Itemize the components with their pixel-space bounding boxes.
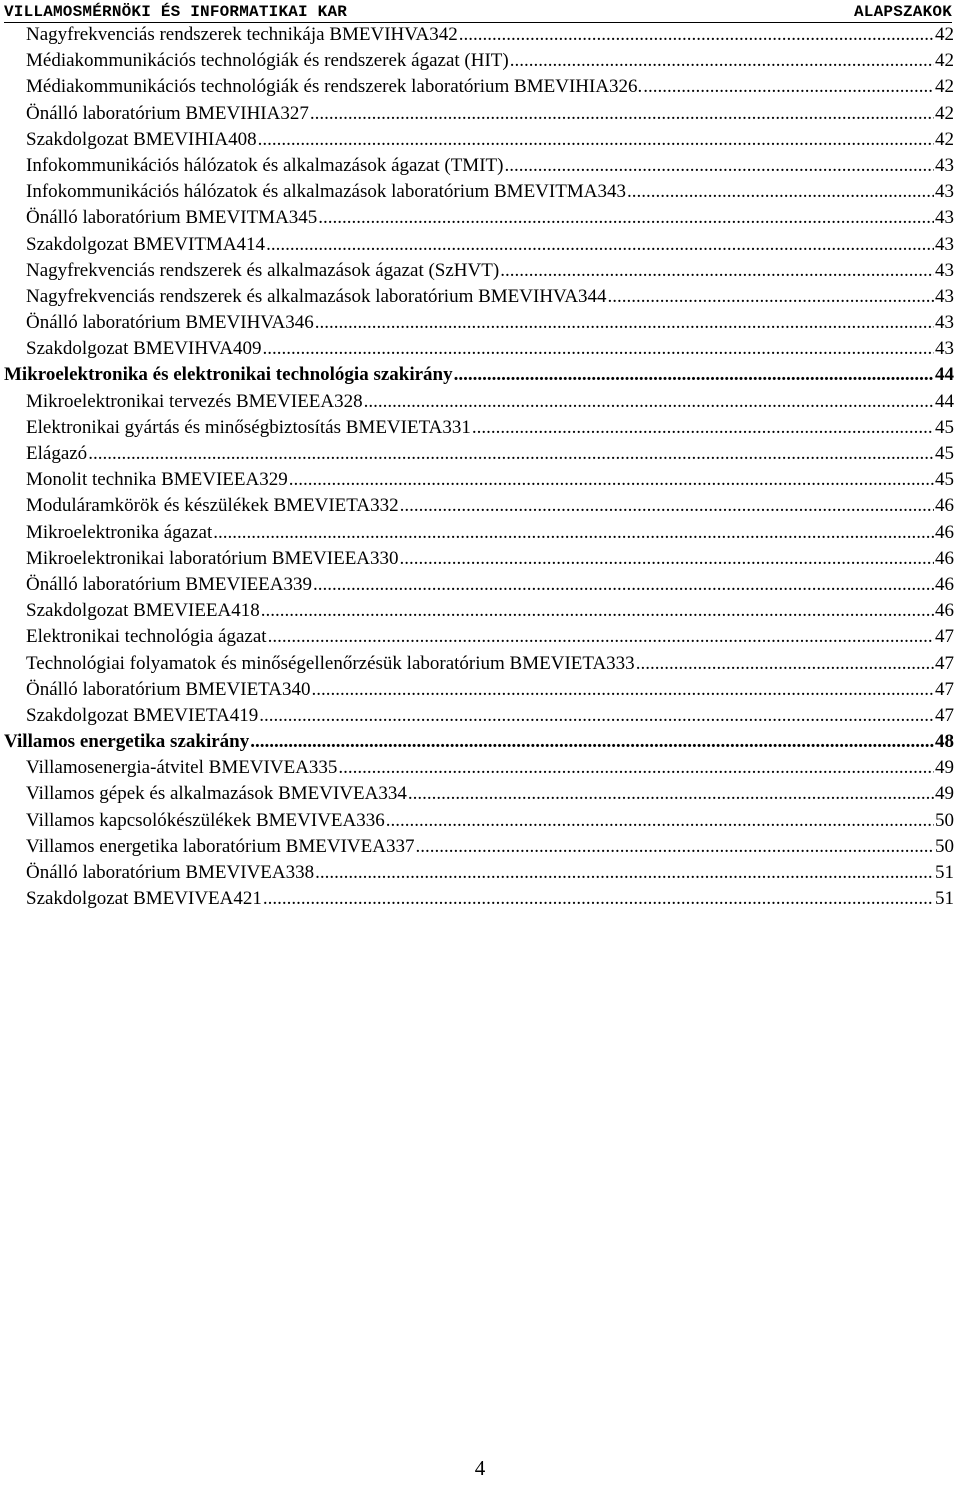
toc-entry[interactable] [0,677,958,703]
toc-entry[interactable] [0,651,958,677]
toc-entry-page: 51 [935,888,954,910]
toc-entry-page: 48 [935,731,954,753]
toc-entry[interactable] [0,22,958,48]
toc-dot-leader [636,651,934,677]
toc-dot-leader [213,520,934,546]
toc-entry-page: 44 [935,364,954,386]
toc-entry[interactable] [0,310,958,336]
toc-entry[interactable] [0,755,958,781]
toc-entry-title: Mikroelektronikai tervezés BMEVIEEA328 [26,390,363,412]
toc-entry[interactable] [0,101,958,127]
toc-entry[interactable] [0,886,958,912]
toc-entry-page: 51 [935,862,954,883]
toc-entry-page: 50 [935,809,954,831]
toc-entry[interactable] [0,467,958,493]
toc-dot-leader [315,310,934,336]
toc-entry-page: 42 [935,50,954,72]
toc-entry-title: Elektronikai technológia ágazat [26,626,267,648]
toc-dot-leader [472,415,934,441]
table-of-contents [0,22,958,912]
toc-entry-page: 49 [935,783,954,805]
toc-dot-leader [318,205,934,231]
toc-dot-leader [338,755,934,781]
toc-entry[interactable] [0,153,958,179]
header-section: ALAPSZAKOK [853,3,952,21]
toc-entry-page: 42 [935,76,954,98]
toc-entry-title: Médiakommunikációs technológiák és rendszerek ágazat (HIT) [26,50,509,72]
toc-entry[interactable] [0,441,958,467]
toc-entry[interactable] [0,232,958,258]
header-faculty: VILLAMOSMÉRNÖKI ÉS INFORMATIKAI KAR [4,3,348,21]
toc-entry-title: Villamos kapcsolókészülékek BMEVIVEA336 [26,809,385,831]
toc-entry[interactable] [0,205,958,231]
toc-entry-title: Elágazó [26,443,88,464]
toc-section-heading[interactable] [0,729,958,755]
toc-dot-leader [313,572,934,598]
toc-entry[interactable] [0,860,958,886]
toc-entry-title: Mikroelektronikai laboratórium BMEVIEEA330 [26,547,399,569]
toc-entry-page: 42 [935,24,954,45]
toc-entry-title: Nagyfrekvenciás rendszerek technikája BMEVIHVA342 [26,24,458,45]
toc-entry[interactable] [0,48,958,74]
toc-entry[interactable] [0,834,958,860]
toc-dot-leader [263,886,934,912]
toc-dot-leader [510,48,934,74]
toc-entry[interactable] [0,258,958,284]
toc-entry-title: Nagyfrekvenciás rendszerek és alkalmazások ágazat (SzHVT) [26,259,500,281]
running-header [4,2,952,23]
toc-entry-title: Monolit technika BMEVIEEA329 [26,469,288,491]
toc-entry-title: Szakdolgozat BMEVIEEA418 [26,600,260,622]
toc-entry[interactable] [0,389,958,415]
toc-entry[interactable] [0,624,958,650]
toc-entry-page: 44 [935,390,954,412]
toc-entry-page: 45 [935,443,954,464]
toc-entry-page: 43 [935,207,954,229]
toc-entry[interactable] [0,520,958,546]
toc-entry-title: Önálló laboratórium BMEVIEEA339 [26,573,313,595]
toc-entry[interactable] [0,598,958,624]
toc-entry-title: Mikroelektronika ágazat [26,521,213,543]
toc-entry[interactable] [0,336,958,362]
toc-entry-title: Mikroelektronika és elektronikai technológia szakirány [4,364,453,386]
toc-entry-page: 49 [935,757,954,779]
toc-entry-title: Villamos energetika szakirány [4,731,250,753]
toc-entry[interactable] [0,572,958,598]
toc-entry-page: 45 [935,469,954,491]
toc-section-heading[interactable] [0,362,958,388]
toc-entry-page: 50 [935,835,954,857]
toc-entry[interactable] [0,781,958,807]
toc-dot-leader [258,127,934,153]
toc-dot-leader [459,22,934,48]
toc-dot-leader [364,389,934,415]
toc-entry-title: Villamosenergia-átvitel BMEVIVEA335 [26,757,338,779]
toc-entry-page: 42 [935,128,954,150]
toc-entry-title: Szakdolgozat BMEVITMA414 [26,233,266,255]
toc-dot-leader [261,598,934,624]
toc-dot-leader [415,834,934,860]
toc-entry[interactable] [0,546,958,572]
toc-dot-leader [310,101,934,127]
toc-entry[interactable] [0,415,958,441]
toc-dot-leader [400,493,934,519]
toc-entry-page: 45 [935,416,954,438]
toc-entry-title: Szakdolgozat BMEVIVEA421 [26,888,262,910]
toc-entry-page: 43 [935,338,954,360]
toc-entry-title: Önálló laboratórium BMEVIHIA327 [26,102,309,124]
toc-entry-title: Médiakommunikációs technológiák és rendszerek laboratórium BMEVIHIA326. [26,76,643,98]
toc-entry[interactable] [0,74,958,100]
toc-dot-leader [627,179,934,205]
toc-entry-page: 46 [935,600,954,622]
toc-entry-page: 43 [935,181,954,203]
toc-dot-leader [263,336,934,362]
toc-dot-leader [88,441,934,467]
toc-dot-leader [608,284,934,310]
toc-entry-page: 47 [935,626,954,648]
toc-dot-leader [643,74,934,100]
page-number: 4 [474,1456,486,1480]
toc-dot-leader [454,362,934,388]
toc-entry[interactable] [0,808,958,834]
toc-dot-leader [289,467,934,493]
toc-entry-title: Önálló laboratórium BMEVIVEA338 [26,862,315,883]
toc-entry-title: Önálló laboratórium BMEVITMA345 [26,207,318,229]
toc-entry[interactable] [0,703,958,729]
toc-entry-page: 47 [935,678,954,700]
toc-entry-title: Önálló laboratórium BMEVIHVA346 [26,312,314,334]
toc-entry-page: 46 [935,547,954,569]
toc-dot-leader [250,729,934,755]
toc-entry-title: Önálló laboratórium BMEVIETA340 [26,678,311,700]
toc-dot-leader [268,624,934,650]
toc-entry-title: Infokommunikációs hálózatok és alkalmazások laboratórium BMEVITMA343 [26,181,626,203]
toc-entry-title: Villamos energetika laboratórium BMEVIVEA337 [26,835,415,857]
toc-entry[interactable] [0,493,958,519]
toc-dot-leader [400,546,934,572]
toc-dot-leader [315,860,934,886]
toc-entry[interactable] [0,284,958,310]
toc-entry-title: Villamos gépek és alkalmazások BMEVIVEA334 [26,783,407,805]
toc-entry-title: Elektronikai gyártás és minőségbiztosítás BMEVIETA331 [26,416,471,438]
toc-dot-leader [259,703,934,729]
toc-entry-page: 46 [935,495,954,517]
toc-dot-leader [386,808,934,834]
toc-entry-title: Szakdolgozat BMEVIETA419 [26,704,259,726]
toc-entry-page: 43 [935,259,954,281]
toc-entry[interactable] [0,179,958,205]
toc-entry-page: 43 [935,233,954,255]
toc-entry-page: 47 [935,652,954,674]
toc-entry-page: 42 [935,102,954,124]
toc-dot-leader [504,153,934,179]
toc-entry-page: 46 [935,573,954,595]
toc-dot-leader [266,232,934,258]
toc-entry-title: Infokommunikációs hálózatok és alkalmazások ágazat (TMIT) [26,154,504,176]
toc-entry-title: Technológiai folyamatok és minőségellenőrzésük laboratórium BMEVIETA333 [26,652,635,674]
toc-entry-title: Moduláramkörök és készülékek BMEVIETA332 [26,495,399,517]
toc-entry-page: 43 [935,312,954,334]
toc-dot-leader [311,677,934,703]
toc-entry-title: Szakdolgozat BMEVIHIA408 [26,128,257,150]
toc-dot-leader [500,258,934,284]
toc-entry-page: 47 [935,704,954,726]
toc-entry-title: Nagyfrekvenciás rendszerek és alkalmazások laboratórium BMEVIHVA344 [26,285,607,307]
toc-entry[interactable] [0,127,958,153]
toc-entry-page: 43 [935,285,954,307]
toc-entry-page: 43 [935,154,954,176]
toc-entry-title: Szakdolgozat BMEVIHVA409 [26,338,262,360]
toc-entry-page: 46 [935,521,954,543]
toc-dot-leader [408,781,934,807]
